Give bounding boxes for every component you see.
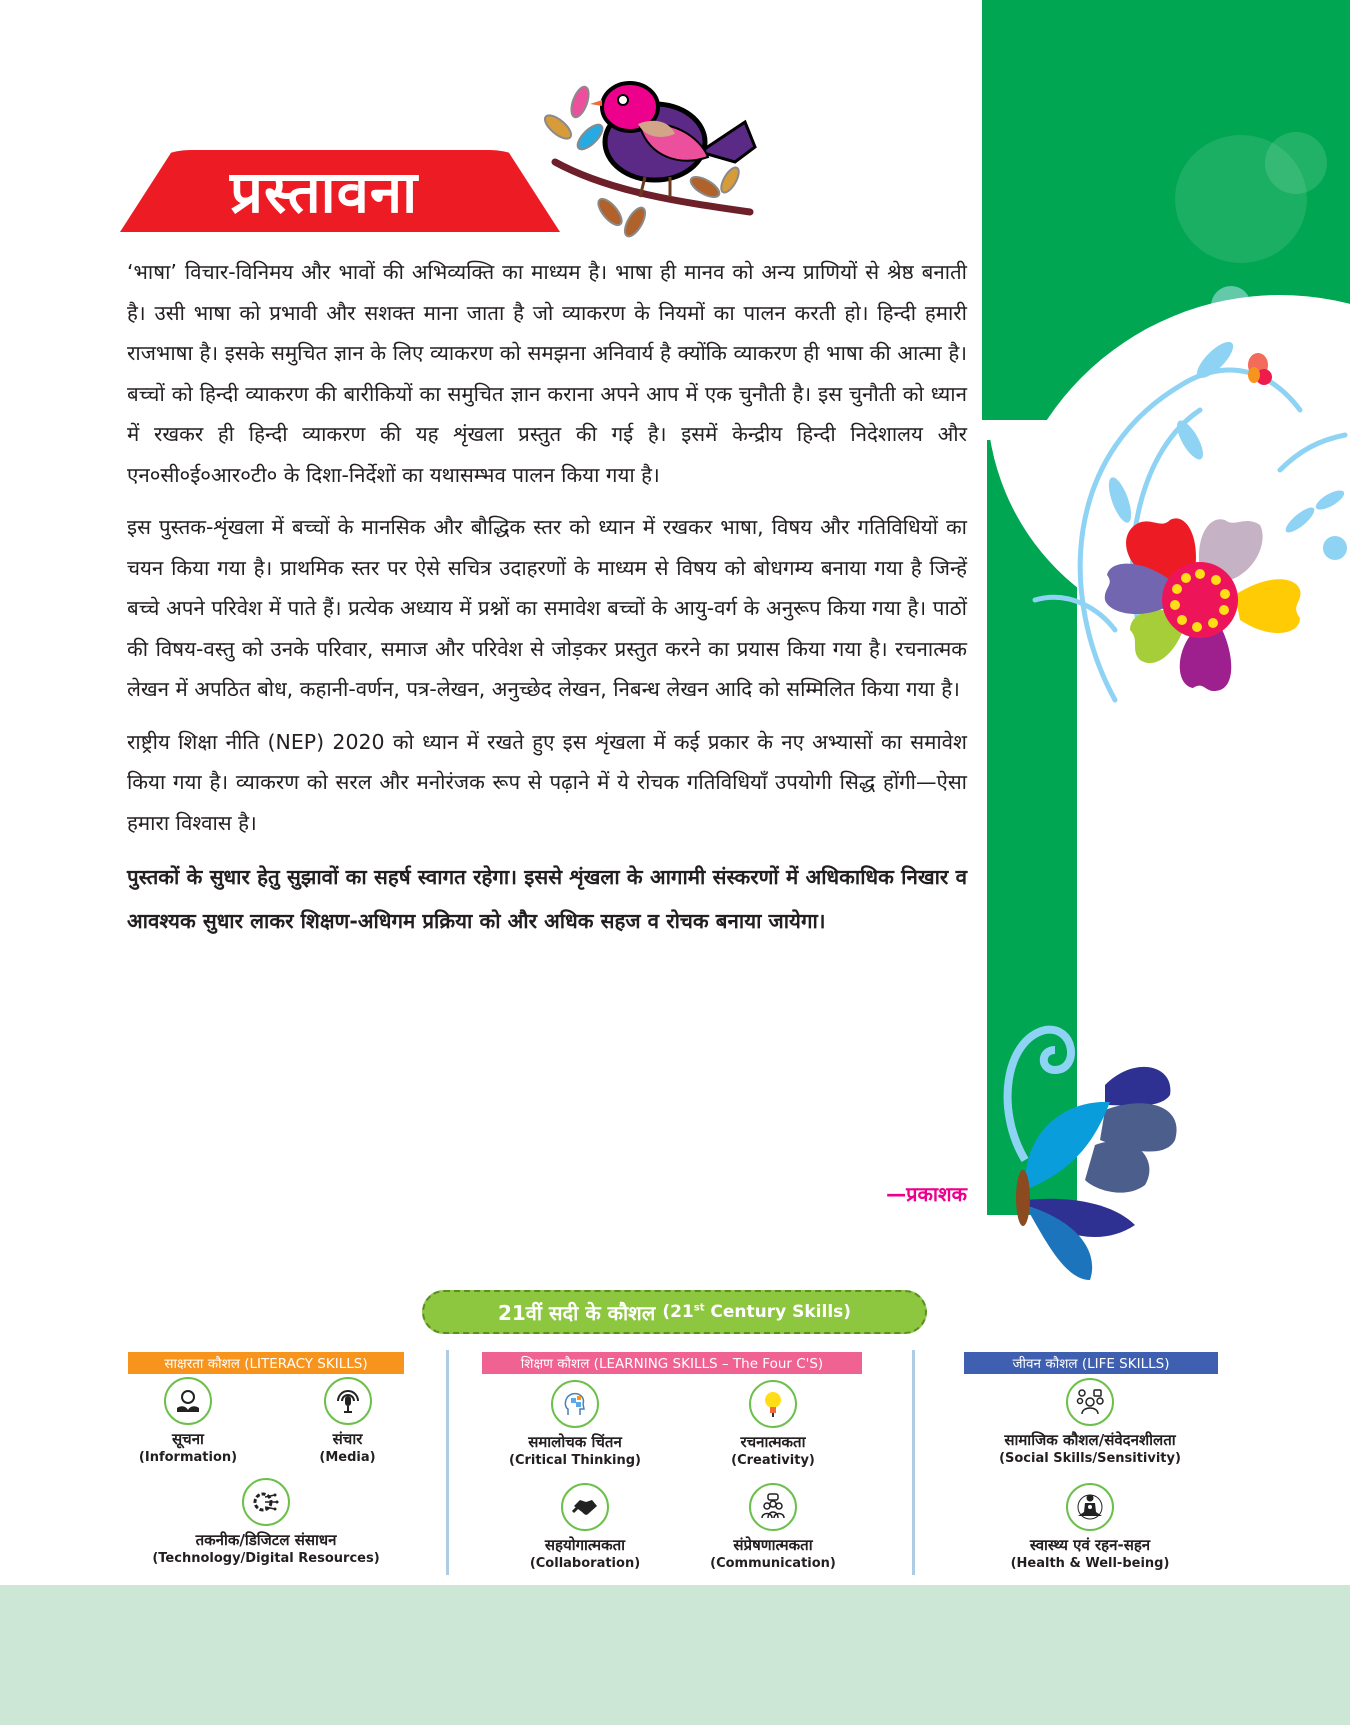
lightbulb-book-icon: [164, 1377, 212, 1425]
skill-social: सामाजिक कौशल/संवेदनशीलता (Social Skills/Sensitivity): [970, 1378, 1210, 1468]
closing-paragraph: पुस्तकों के सुधार हेतु सुझावों का सहर्ष स्वागत रहेगा। इससे शृंखला के आगामी संस्करणों में अधिकाधिक निखार व आवश्यक सुधार लाकर शिक्षण-अधिगम प्रक्रिया को और अधिक सहज व रोचक बनाया जायेगा।: [127, 865, 967, 933]
life-skills-column: [964, 1352, 1218, 1374]
literacy-skills-heading: साक्षरता कौशल (LITERACY SKILLS): [128, 1352, 404, 1374]
footer-band: [0, 1585, 1350, 1725]
column-divider: [446, 1350, 449, 1575]
skill-information: सूचना (Information): [128, 1377, 248, 1467]
handshake-icon: [561, 1483, 609, 1531]
head-puzzle-icon: [551, 1380, 599, 1428]
skill-media: संचार (Media): [300, 1377, 395, 1467]
skill-health: स्वास्थ्य एवं रहन-सहन (Health & Well-being): [970, 1483, 1210, 1573]
social-person-icon: [1066, 1378, 1114, 1426]
literacy-skills-column: [128, 1352, 404, 1374]
paragraph-2: इस पुस्तक-शृंखला में बच्चों के मानसिक और बौद्धिक स्तर को ध्यान में रखकर भाषा, विषय और गतिविधियों का चयन किया गया है। प्राथमिक स्तर पर ऐसे सचित्र उदाहरणों के माध्यम से विषय को बोधगम्य बनाया गया है जिन्हें बच्चे अपने परिवेश में पाते हैं। प्रत्येक अध्याय में प्रश्नों का समावेश बच्चों के आयु-वर्ग के अनुरूप किया गया है। पाठों की विषय-वस्तु को उनके परिवार, समाज और परिवेश से जोड़कर प्रस्तुत करने का प्रयास किया गया है। रचनात्मक लेखन में अपठित बोध, कहानी-वर्णन, पत्र-लेखन, अनुच्छेद लेखन, निबन्ध लेखन आदि को सम्मिलित किया गया है।: [127, 515, 967, 701]
colorful-flower-icon: [1075, 490, 1335, 700]
podcast-microphone-icon: [324, 1377, 372, 1425]
paragraph-3: राष्ट्रीय शिक्षा नीति (NEP) 2020 को ध्यान में रखते हुए इस शृंखला में कई प्रकार के नए अभ्यासों का समावेश किया गया है। व्याकरण को सरल और मनोरंजक रूप से पढ़ाने में ये रोचक गतिविधियाँ उपयोगी सिद्ध होंगी—ऐसा हमारा विश्वास है।: [127, 729, 967, 835]
skills-title-en: (21st Century Skills): [662, 1302, 852, 1322]
people-chat-icon: [749, 1483, 797, 1531]
paragraph-1: ‘भाषा’ विचार-विनिमय और भावों की अभिव्यक्ति का माध्यम है। भाषा ही मानव को अन्य प्राणियों से श्रेष्ठ बनाती है। उसी भाषा को प्रभावी और सशक्त माना जाता है जो व्याकरण के नियमों का पालन करती हो। हिन्दी हमारी राजभाषा है। इसके समुचित ज्ञान के लिए व्याकरण को समझना अनिवार्य है क्योंकि व्याकरण ही भाषा की आत्मा है। बच्चों को हिन्दी व्याकरण की बारीकियों का समुचित ज्ञान कराना अपने आप में एक चुनौती है। इस चुनौती को ध्यान में रखकर ही हिन्दी व्याकरण की यह शृंखला प्रस्तुत की गई है। इसमें केन्द्रीय हिन्दी निदेशालय और एन०सी०ई०आर०टी० के दिशा-निर्देशों का यथासम्भव पालन किया गया है।: [127, 260, 967, 487]
bird-on-branch-illustration: [530, 72, 770, 252]
blue-flower-illustration: [985, 1010, 1185, 1290]
preface-body: [127, 252, 967, 955]
gear-circuit-icon: [242, 1478, 290, 1526]
life-skills-heading: जीवन कौशल (LIFE SKILLS): [964, 1352, 1218, 1374]
bubble-decoration: [1265, 132, 1327, 194]
column-divider: [912, 1350, 915, 1575]
learning-skills-column: [482, 1352, 862, 1374]
skill-technology: तकनीक/डिजिटल संसाधन (Technology/Digital Resources): [128, 1478, 404, 1568]
bulb-pencil-icon: [749, 1380, 797, 1428]
learning-skills-heading: शिक्षण कौशल (LEARNING SKILLS – The Four C'S): [482, 1352, 862, 1374]
skill-creativity: रचनात्मकता (Creativity): [698, 1380, 848, 1470]
skill-communication: संप्रेषणात्मकता (Communication): [693, 1483, 853, 1573]
meditation-icon: [1066, 1483, 1114, 1531]
skill-critical-thinking: समालोचक चिंतन (Critical Thinking): [495, 1380, 655, 1470]
skills-title-pill: [422, 1290, 927, 1334]
skill-collaboration: सहयोगात्मकता (Collaboration): [505, 1483, 665, 1573]
skills-title-hi: 21वीं सदी के कौशल: [497, 1300, 656, 1325]
page-title: प्रस्तावना: [230, 158, 419, 226]
publisher-signature: —प्रकाशक: [886, 1182, 967, 1206]
